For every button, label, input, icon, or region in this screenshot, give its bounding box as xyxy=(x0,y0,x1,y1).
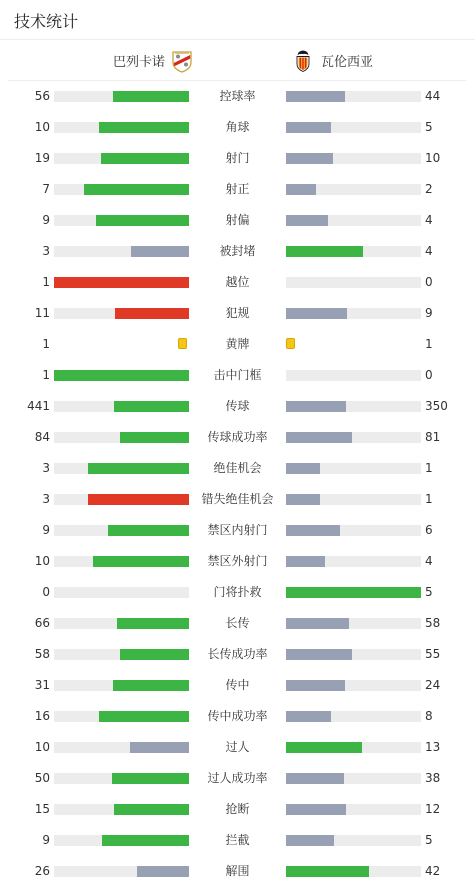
home-value: 19 xyxy=(34,151,50,165)
home-bar-track xyxy=(54,587,189,598)
stat-row xyxy=(0,701,475,732)
home-bar-track xyxy=(54,153,189,164)
home-bar-track xyxy=(54,804,189,815)
home-bar-track xyxy=(54,742,189,753)
stat-label: 黄牌 xyxy=(225,337,250,351)
away-bar-track xyxy=(286,525,421,536)
away-bar-fill xyxy=(286,432,352,443)
stat-row xyxy=(0,453,475,484)
away-bar-fill xyxy=(286,308,347,319)
home-bar-track xyxy=(54,618,189,629)
away-value: 44 xyxy=(425,89,441,103)
away-bar-fill xyxy=(286,401,346,412)
away-bar-fill xyxy=(286,680,345,691)
stat-row xyxy=(0,174,475,205)
home-value: 3 xyxy=(42,461,50,475)
away-team[interactable] xyxy=(291,41,373,80)
away-value: 6 xyxy=(425,523,433,537)
home-bar-fill xyxy=(96,215,189,226)
stat-label: 角球 xyxy=(225,120,250,134)
home-bar-fill xyxy=(54,277,189,288)
home-value: 9 xyxy=(42,213,50,227)
stat-row xyxy=(0,639,475,670)
stat-label: 传球成功率 xyxy=(207,430,268,444)
home-bar-track xyxy=(54,370,189,381)
stat-row xyxy=(0,360,475,391)
home-bar-track xyxy=(54,463,189,474)
away-value: 4 xyxy=(425,244,433,258)
home-bar-fill xyxy=(112,773,189,784)
home-bar-track xyxy=(54,246,189,257)
home-bar-track xyxy=(54,277,189,288)
home-bar-fill xyxy=(101,153,189,164)
home-bar-fill xyxy=(114,804,189,815)
away-bar-fill xyxy=(286,556,325,567)
away-bar-fill xyxy=(286,649,352,660)
away-value: 1 xyxy=(425,492,433,506)
away-value: 5 xyxy=(425,585,433,599)
away-bar-track xyxy=(286,91,421,102)
away-bar-track xyxy=(286,463,421,474)
yellow-card-icon xyxy=(178,338,187,349)
home-team[interactable] xyxy=(113,41,194,80)
stat-row xyxy=(0,329,475,360)
away-bar-fill xyxy=(286,153,333,164)
away-value: 42 xyxy=(425,864,441,878)
home-value: 66 xyxy=(34,616,50,630)
home-bar-track xyxy=(54,184,189,195)
home-bar-fill xyxy=(117,618,189,629)
stat-row xyxy=(0,546,475,577)
home-bar-fill xyxy=(99,122,189,133)
away-value: 8 xyxy=(425,709,433,723)
away-bar-track xyxy=(286,153,421,164)
away-bar-fill xyxy=(286,184,316,195)
stat-row xyxy=(0,298,475,329)
stat-label: 射偏 xyxy=(225,213,250,227)
away-bar-track xyxy=(286,680,421,691)
home-bar-track xyxy=(54,680,189,691)
home-bar-fill xyxy=(93,556,189,567)
teams-header xyxy=(8,41,466,81)
away-bar-track xyxy=(286,556,421,567)
stat-label: 拦截 xyxy=(225,833,250,847)
away-bar-track xyxy=(286,308,421,319)
home-bar-track xyxy=(54,215,189,226)
stat-label: 抢断 xyxy=(225,802,250,816)
home-value: 10 xyxy=(34,740,50,754)
home-value: 15 xyxy=(34,802,50,816)
stat-row xyxy=(0,81,475,112)
away-bar-fill xyxy=(286,215,328,226)
away-value: 4 xyxy=(425,554,433,568)
home-value: 26 xyxy=(34,864,50,878)
stat-row xyxy=(0,515,475,546)
home-value: 11 xyxy=(34,306,50,320)
yellow-card-icon xyxy=(286,338,295,349)
home-value: 10 xyxy=(34,554,50,568)
home-bar-track xyxy=(54,711,189,722)
away-bar-fill xyxy=(286,866,369,877)
home-bar-fill xyxy=(99,711,189,722)
away-bar-track xyxy=(286,246,421,257)
stat-label: 过人 xyxy=(225,740,250,754)
away-bar-fill xyxy=(286,463,320,474)
away-value: 24 xyxy=(425,678,441,692)
valencia-bat-crest-icon xyxy=(291,49,315,73)
stat-row xyxy=(0,422,475,453)
stat-label: 越位 xyxy=(225,275,250,289)
away-value: 10 xyxy=(425,151,441,165)
home-value: 9 xyxy=(42,523,50,537)
away-value: 0 xyxy=(425,275,433,289)
home-value: 56 xyxy=(34,89,50,103)
home-bar-track xyxy=(54,308,189,319)
away-value: 38 xyxy=(425,771,441,785)
home-bar-track xyxy=(54,525,189,536)
away-value: 81 xyxy=(425,430,441,444)
stat-row xyxy=(0,484,475,515)
away-bar-fill xyxy=(286,835,334,846)
home-bar-fill xyxy=(120,649,189,660)
home-value: 16 xyxy=(34,709,50,723)
home-value: 1 xyxy=(42,368,50,382)
home-bar-fill xyxy=(113,680,189,691)
home-bar-fill xyxy=(120,432,189,443)
stat-label: 射正 xyxy=(225,182,250,196)
away-value: 12 xyxy=(425,802,441,816)
home-bar-track xyxy=(54,122,189,133)
away-bar-track xyxy=(286,773,421,784)
stat-label: 长传 xyxy=(225,616,250,630)
home-value: 0 xyxy=(42,585,50,599)
away-bar-track xyxy=(286,122,421,133)
home-value: 441 xyxy=(27,399,50,413)
stat-label: 禁区内射门 xyxy=(207,523,268,537)
away-bar-track xyxy=(286,215,421,226)
stat-label: 射门 xyxy=(225,151,250,165)
stat-row xyxy=(0,236,475,267)
home-bar-fill xyxy=(102,835,189,846)
home-bar-track xyxy=(54,91,189,102)
stat-label: 门将扑救 xyxy=(213,585,262,599)
stat-row xyxy=(0,763,475,794)
stat-row xyxy=(0,732,475,763)
home-bar-fill xyxy=(114,401,189,412)
stat-label: 错失绝佳机会 xyxy=(201,492,274,506)
stat-row xyxy=(0,825,475,856)
home-bar-fill xyxy=(108,525,189,536)
stat-row xyxy=(0,856,475,887)
away-bar-track xyxy=(286,742,421,753)
away-value: 58 xyxy=(425,616,441,630)
home-bar-fill xyxy=(137,866,189,877)
away-bar-track xyxy=(286,587,421,598)
away-bar-fill xyxy=(286,773,344,784)
home-value: 84 xyxy=(34,430,50,444)
home-bar-fill xyxy=(131,246,189,257)
away-bar-fill xyxy=(286,711,331,722)
page-title: 技术统计 xyxy=(14,12,79,31)
stat-row xyxy=(0,608,475,639)
stat-label: 绝佳机会 xyxy=(213,461,262,475)
rayo-vallecano-crest-icon xyxy=(170,49,194,73)
away-value: 2 xyxy=(425,182,433,196)
home-bar-fill xyxy=(130,742,189,753)
away-value: 13 xyxy=(425,740,441,754)
away-bar-track xyxy=(286,277,421,288)
home-value: 1 xyxy=(42,275,50,289)
stat-row xyxy=(0,670,475,701)
home-value: 50 xyxy=(34,771,50,785)
home-bar-fill xyxy=(88,463,189,474)
away-value: 0 xyxy=(425,368,433,382)
away-bar-fill xyxy=(286,246,363,257)
home-value: 7 xyxy=(42,182,50,196)
away-bar-fill xyxy=(286,804,346,815)
stat-label: 长传成功率 xyxy=(207,647,268,661)
away-value: 1 xyxy=(425,461,433,475)
away-bar-track xyxy=(286,494,421,505)
home-bar-track xyxy=(54,401,189,412)
home-value: 31 xyxy=(34,678,50,692)
stat-label: 被封堵 xyxy=(219,244,256,258)
stat-label: 传中成功率 xyxy=(207,709,268,723)
stat-row xyxy=(0,794,475,825)
home-bar-track xyxy=(54,773,189,784)
away-value: 5 xyxy=(425,120,433,134)
away-bar-fill xyxy=(286,587,421,598)
away-bar-track xyxy=(286,835,421,846)
stat-row xyxy=(0,143,475,174)
stat-row xyxy=(0,267,475,298)
stat-label: 解围 xyxy=(225,864,250,878)
home-bar-track xyxy=(54,556,189,567)
home-bar-track xyxy=(54,866,189,877)
away-bar-track xyxy=(286,804,421,815)
stat-label: 控球率 xyxy=(219,89,256,103)
away-bar-track xyxy=(286,432,421,443)
away-value: 9 xyxy=(425,306,433,320)
home-value: 3 xyxy=(42,492,50,506)
away-bar-track xyxy=(286,618,421,629)
away-team-name: 瓦伦西亚 xyxy=(321,55,374,70)
away-bar-fill xyxy=(286,494,320,505)
title-bar xyxy=(0,0,475,40)
home-value: 10 xyxy=(34,120,50,134)
home-team-name: 巴列卡诺 xyxy=(113,55,166,70)
away-value: 5 xyxy=(425,833,433,847)
away-bar-track xyxy=(286,866,421,877)
home-bar-fill xyxy=(84,184,189,195)
stat-label: 传球 xyxy=(225,399,250,413)
away-value: 4 xyxy=(425,213,433,227)
home-bar-fill xyxy=(115,308,189,319)
stat-row xyxy=(0,577,475,608)
home-value: 3 xyxy=(42,244,50,258)
home-value: 1 xyxy=(42,337,50,351)
home-bar-fill xyxy=(113,91,189,102)
away-bar-track xyxy=(286,649,421,660)
stat-label: 击中门框 xyxy=(213,368,262,382)
stat-row xyxy=(0,112,475,143)
away-bar-fill xyxy=(286,525,340,536)
stat-label: 禁区外射门 xyxy=(207,554,268,568)
away-bar-fill xyxy=(286,91,345,102)
stat-row xyxy=(0,391,475,422)
stat-label: 犯规 xyxy=(225,306,250,320)
home-bar-track xyxy=(54,432,189,443)
home-bar-fill xyxy=(54,370,189,381)
home-bar-track xyxy=(54,494,189,505)
away-bar-track xyxy=(286,370,421,381)
away-bar-fill xyxy=(286,122,331,133)
stat-label: 过人成功率 xyxy=(207,771,268,785)
away-value: 1 xyxy=(425,337,433,351)
stat-row xyxy=(0,205,475,236)
away-bar-fill xyxy=(286,618,349,629)
home-bar-track xyxy=(54,649,189,660)
home-value: 9 xyxy=(42,833,50,847)
home-bar-fill xyxy=(88,494,189,505)
home-bar-track xyxy=(54,835,189,846)
stat-label: 传中 xyxy=(225,678,250,692)
away-bar-track xyxy=(286,401,421,412)
away-bar-track xyxy=(286,711,421,722)
away-bar-fill xyxy=(286,742,362,753)
home-value: 58 xyxy=(34,647,50,661)
away-bar-track xyxy=(286,184,421,195)
away-value: 350 xyxy=(425,399,448,413)
away-value: 55 xyxy=(425,647,441,661)
